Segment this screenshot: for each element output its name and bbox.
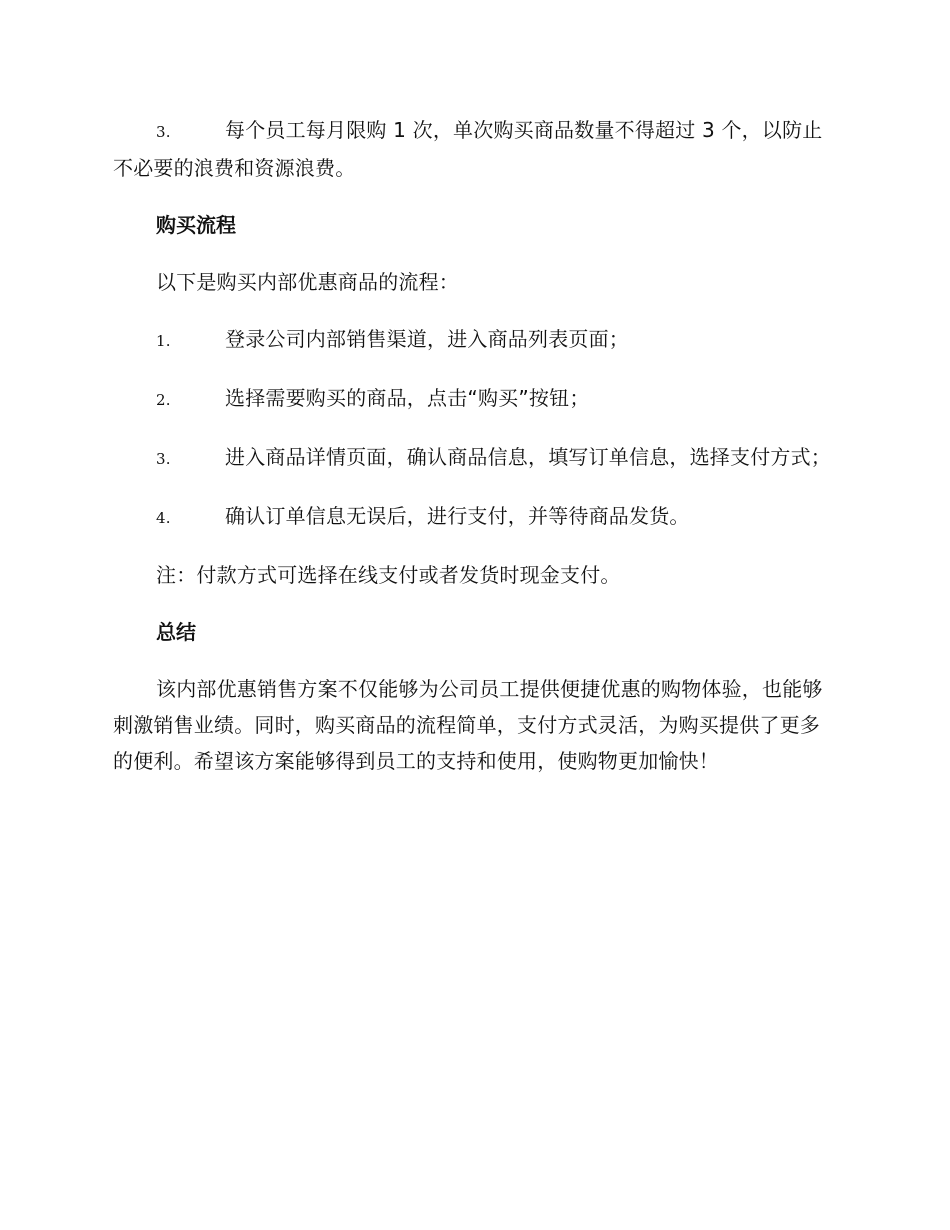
section-heading-process: 购买流程 [156, 213, 236, 237]
document-content [113, 112, 833, 800]
section-heading-summary: 总结 [156, 620, 196, 644]
list-text: 进入商品详情页面，确认商品信息，填写订单信息，选择支付方式； [225, 445, 831, 469]
summary-body: 该内部优惠销售方案不仅能够为公司员工提供便捷优惠的购物体验，也能够刺激销售业绩。同时，购买商品的流程简单，支付方式灵活，为购买提供了更多的便利。希望该方案能够得到员工的支持和使用，使购物更加愉快！ [113, 677, 823, 773]
payment-note: 注：付款方式可选择在线支付或者发货时现金支付。 [156, 563, 621, 587]
purchase-limit-rule [113, 112, 833, 186]
list-text: 选择需要购买的商品，点击“购买”按钮； [225, 386, 590, 410]
process-step [113, 498, 833, 536]
list-number: 4. [156, 509, 171, 527]
list-text: 确认订单信息无误后，进行支付，并等待商品发货。 [225, 504, 690, 528]
list-number: 3. [156, 450, 171, 468]
process-step [113, 380, 833, 418]
process-intro: 以下是购买内部优惠商品的流程： [156, 270, 459, 294]
list-text: 每个员工每月限购 1 次，单次购买商品数量不得超过 3 个，以防止不必要的浪费和资源浪费。 [113, 118, 823, 180]
list-number: 1. [156, 332, 171, 350]
list-number: 3. [156, 123, 171, 141]
list-number: 2. [156, 391, 171, 409]
list-text: 登录公司内部销售渠道，进入商品列表页面； [225, 327, 629, 351]
process-step [113, 439, 833, 477]
process-step [113, 321, 833, 359]
